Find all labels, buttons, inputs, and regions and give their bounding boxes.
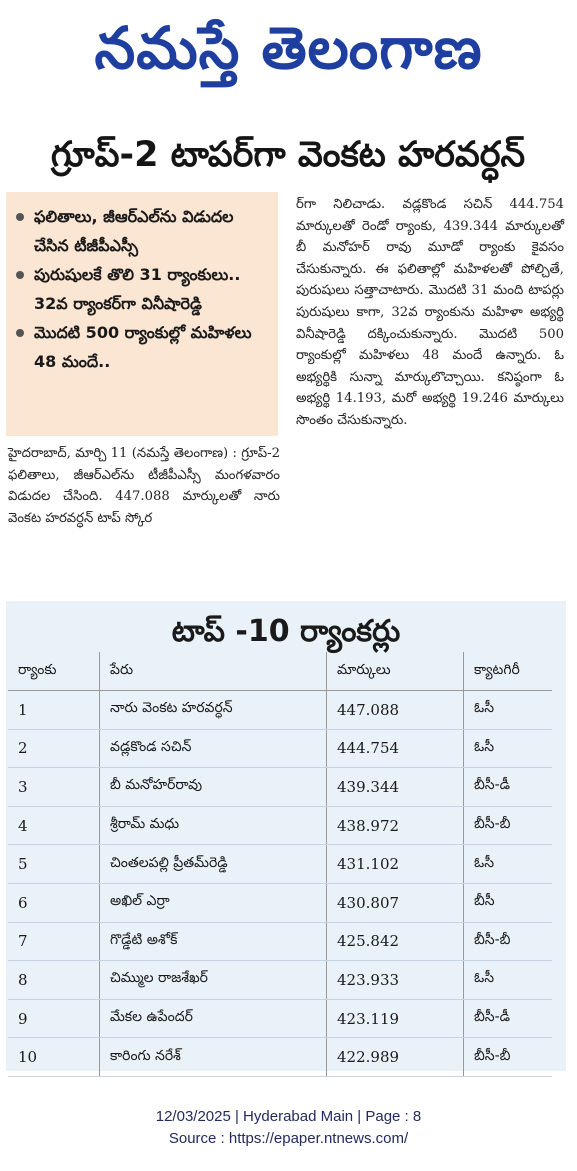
table-row [8,883,552,922]
rank-cell: 6 [8,883,100,922]
name-cell: శ్రీరామ్ మధు [100,806,327,845]
header-name: పేరు [100,652,327,691]
newspaper-logo: నమస్తే తెలంగాణ [94,14,483,82]
table-row [8,999,552,1038]
category-cell: ఓసీ [464,961,553,1000]
name-cell: చిమ్ముల రాజశేఖర్ [100,961,327,1000]
name-cell: గొడ్డేటి అశోక్ [100,922,327,961]
bullet-icon [16,329,24,337]
highlight-text: ఫలితాలు, జీఆర్‌ఎల్‌ను విడుదల చేసిన టీజీపీఎస్సీ [34,207,234,255]
category-cell: బీసీ-బీ [464,922,553,961]
header-rank: ర్యాంకు [8,652,100,691]
marks-cell: 444.754 [327,729,464,768]
name-cell: నారు వెంకట హరవర్ధన్ [100,691,327,730]
table-header-row [8,652,552,691]
highlight-item [16,318,270,376]
marks-cell: 425.842 [327,922,464,961]
name-cell: అఖిల్ ఎర్రా [100,883,327,922]
name-cell: చింతలపల్లి ప్రీతమ్‌రెడ్డి [100,845,327,884]
category-cell: బీసీ-బీ [464,806,553,845]
marks-cell: 430.807 [327,883,464,922]
category-cell: బీసీ-బీ [464,1038,553,1077]
table-row [8,845,552,884]
marks-cell: 431.102 [327,845,464,884]
highlight-text: పురుషులకే తొలి 31 ర్యాంకులు.. 32వ ర్యాంకర్‌గా వినీషారెడ్డి [34,265,241,313]
rankers-table [8,652,552,1077]
table-row [8,729,552,768]
category-cell: బీసీ [464,883,553,922]
category-cell: ఓసీ [464,691,553,730]
article-body-right: ర్‌గా నిలిచాడు. వడ్లకొండ సచిన్ 444.754 మార్కులతో రెండో ర్యాంకు, 439.344 మార్కులతో బీ మనోహర్ రావు మూడో ర్యాంకు కైవసం చేసుకున్నారు. ఈ ఫలితాల్లో మహిళలతో పోల్చితే, పురుషులు సత్తాచాటారు. మొదటి 31 మంది టాపర్లు పురుషులు కాగా, 32వ ర్యాంకును మహిళా అభ్యర్థి వినీషారెడ్డి దక్కించుకున్నారు. మొదటి 500 ర్యాంకుల్లో మహిళలు 48 మందే ఉన్నారు. ఓ అభ్యర్థికి సున్నా మార్కులొచ్చాయి. కనిష్ఠంగా ఓ అభ్యర్థి 14.193, మరో అభ్యర్థి 19.246 మార్కులు సొంతం చేసుకున్నారు. [296,197,564,428]
category-cell: ఓసీ [464,845,553,884]
marks-cell: 438.972 [327,806,464,845]
header-category: క్యాటగిరీ [464,652,553,691]
bullet-icon [16,213,24,221]
rank-cell: 7 [8,922,100,961]
table-row [8,922,552,961]
name-cell: మేకల ఉపేందర్ [100,999,327,1038]
article-headline: గ్రూప్-2 టాపర్‌గా వెంకట హరవర్ధన్ [50,135,526,175]
marks-cell: 447.088 [327,691,464,730]
marks-cell: 422.989 [327,1038,464,1077]
highlights-box [6,192,278,436]
table-title: టాప్ -10 ర్యాంకర్లు [171,614,401,649]
category-cell: బీసీ-డీ [464,768,553,807]
rank-cell: 5 [8,845,100,884]
table-row [8,768,552,807]
marks-cell: 423.119 [327,999,464,1038]
marks-cell: 439.344 [327,768,464,807]
rank-cell: 4 [8,806,100,845]
footer-source: Source : https://epaper.ntnews.com/ [168,1130,409,1147]
highlight-text: మొదటి 500 ర్యాంకుల్లో మహిళలు 48 మందే.. [34,323,252,371]
table-row [8,806,552,845]
table-row [8,1038,552,1077]
highlight-item [16,260,270,318]
rank-cell: 3 [8,768,100,807]
marks-cell: 423.933 [327,961,464,1000]
highlight-item [16,202,270,260]
name-cell: కారింగు నరేశ్ [100,1038,327,1077]
category-cell: ఓసీ [464,729,553,768]
bullet-icon [16,271,24,279]
footer-date-edition: 12/03/2025 | Hyderabad Main | Page : 8 [155,1108,422,1125]
name-cell: బీ మనోహర్‌రావు [100,768,327,807]
masthead [0,0,577,100]
rank-cell: 1 [8,691,100,730]
rank-cell: 9 [8,999,100,1038]
table-row [8,961,552,1000]
table-row [8,691,552,730]
rank-cell: 2 [8,729,100,768]
rank-cell: 8 [8,961,100,1000]
article-body-left: హైదరాబాద్, మార్చి 11 (నమస్తే తెలంగాణ) : గ్రూప్-2 ఫలితాలు, జీఆర్‌ఎల్‌ను టీజీపీఎస్సీ మంగళవారం విడుదల చేసింది. 447.088 మార్కులతో నారు వెంకట హరవర్ధన్ టాప్ స్కోర [8,446,280,526]
header-marks: మార్కులు [327,652,464,691]
rank-cell: 10 [8,1038,100,1077]
category-cell: బీసీ-డీ [464,999,553,1038]
page-footer [0,1106,577,1150]
name-cell: వడ్లకొండ సచిన్ [100,729,327,768]
